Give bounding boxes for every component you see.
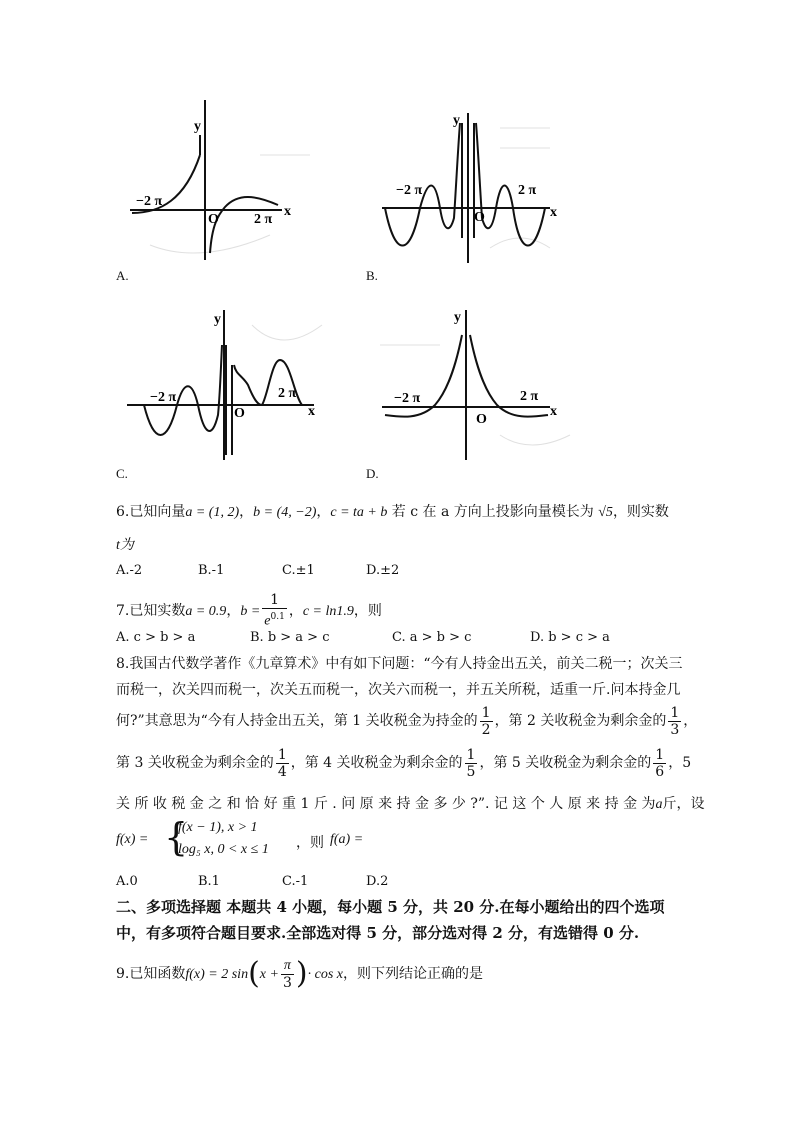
q8-option-a: A.0 xyxy=(116,874,138,889)
q6-condition: 若 c 在 a 方向上投影向量模长为 xyxy=(387,504,599,520)
q8-line4b: ，第 4 关收税金为剩余金的 xyxy=(290,755,463,771)
q6-option-b: B.-1 xyxy=(198,563,225,578)
left-tick-label: −2 π xyxy=(396,183,423,198)
graph-option-a xyxy=(120,95,320,265)
section-2-title-line-1: 二、多项选择题 本题共 4 小题，每小题 5 分，共 20 分.在每小题给出的四个选项 xyxy=(116,898,665,916)
origin-label: O xyxy=(476,412,487,427)
q8-case-1: f(x − 1), x > 1 xyxy=(178,820,258,835)
q8-func-lhs: f(x) = xyxy=(116,832,149,847)
q7-option-b: B. b > a > c xyxy=(250,630,330,645)
brace-icon: { xyxy=(164,815,189,859)
x-label: x xyxy=(550,205,557,220)
paren-open-icon: ( xyxy=(248,956,260,991)
question-8-line-3: 何?”其意思为“今有人持金出五关，第 1 关收税金为持金的 $\frac{1}{2}$ ，第 2 关收税金为剩余金的 $\frac{1}{3}$ ， xyxy=(116,704,698,738)
question-7-line xyxy=(116,592,382,630)
graph-d-letter: D. xyxy=(366,466,379,481)
q7-b-num: 1 xyxy=(262,592,287,609)
origin-label: O xyxy=(474,210,485,225)
x-label: x xyxy=(284,204,291,219)
graph-option-c xyxy=(122,305,342,465)
num: 1 xyxy=(466,746,476,763)
question-8-line-5 xyxy=(116,794,705,815)
curve-right xyxy=(470,335,548,417)
q6-option-d: D.±2 xyxy=(366,563,400,578)
q6-intro: 6.已知向量 xyxy=(116,504,186,520)
q8-func-ask: f(a) = xyxy=(330,832,364,847)
den: 4 xyxy=(277,763,287,780)
section-2-title-line-2: 中，有多项符合题目要求.全部选对得 5 分，部分选对得 2 分，有选错得 0 分. xyxy=(116,924,640,942)
graph-a-svg xyxy=(120,95,320,265)
fraction-1-5 xyxy=(465,747,478,780)
q9-tail: ，则下列结论正确的是 xyxy=(343,966,483,982)
q7-b-den: e xyxy=(264,613,271,629)
origin-label: O xyxy=(208,212,219,227)
question-8-line-2: 而税一，次关四而税一，次关五而税一，次关六而税一，并五关所税，适重一斤.问本持金几 xyxy=(116,682,681,698)
q6-sep: ， xyxy=(239,504,254,520)
y-label: y xyxy=(453,113,460,128)
y-label: y xyxy=(194,119,201,134)
num: 1 xyxy=(277,746,287,763)
q8-case-2: log₅ x, 0 < x ≤ 1 xyxy=(178,842,269,857)
q8-line4c: ，第 5 关收税金为剩余金的 xyxy=(479,755,652,771)
den: 3 xyxy=(670,721,680,738)
origin-label: O xyxy=(234,406,245,421)
graph-d-svg xyxy=(380,305,580,465)
q8-line3a: 何?”其意思为“今有人持金出五关，第 1 关收税金为持金的 xyxy=(116,713,478,729)
fraction-1-3 xyxy=(668,705,681,738)
q7-sep: ， xyxy=(288,602,303,619)
fraction-pi-3 xyxy=(281,958,294,991)
graph-c-letter: C. xyxy=(116,466,128,481)
question-9-line xyxy=(116,954,483,995)
graph-option-b xyxy=(380,108,580,268)
fraction-1-2 xyxy=(480,705,493,738)
q6-vector-b: b = (4, −2) xyxy=(253,505,317,520)
q6-option-c: C.±1 xyxy=(282,563,315,578)
q7-c: c = ln1.9 xyxy=(302,603,354,619)
q7-intro: 7.已知实数 xyxy=(116,602,186,619)
q8-line3b: ，第 2 关收税金为剩余金的 xyxy=(494,713,667,729)
right-tick-label: 2 π xyxy=(520,389,539,404)
graph-option-d xyxy=(380,305,580,465)
right-tick-label: 2 π xyxy=(254,212,273,227)
q8-func-tail: ，则 xyxy=(296,835,324,851)
y-label: y xyxy=(454,310,461,325)
q6-sqrt5: √5 xyxy=(598,505,613,520)
q8-line4d: ，5 xyxy=(668,755,692,771)
num: π xyxy=(281,958,294,975)
graph-c-svg xyxy=(122,305,342,465)
q7-tail: ，则 xyxy=(353,602,382,619)
num: 1 xyxy=(481,704,491,721)
q6-sep: ， xyxy=(316,504,331,520)
q8-option-b: B.1 xyxy=(198,874,220,889)
graph-b-svg xyxy=(380,108,580,268)
graph-b-letter: B. xyxy=(366,268,378,283)
right-tick-label: 2 π xyxy=(278,386,297,401)
q8-line4a: 第 3 关收税金为剩余金的 xyxy=(116,755,274,771)
q8-line5-tail: 斤，设 xyxy=(662,796,705,812)
q7-option-c: C. a > b > c xyxy=(392,630,472,645)
den: 5 xyxy=(466,763,476,780)
question-8-line-4 xyxy=(116,746,691,780)
q9-inner: x + xyxy=(259,967,279,982)
q7-b-exp: 0.1 xyxy=(270,612,285,622)
den: 2 xyxy=(481,721,491,738)
q7-a: a = 0.9 xyxy=(185,603,227,619)
left-tick-label: −2 π xyxy=(136,194,163,209)
q7-b-lhs: b = xyxy=(240,603,261,619)
num: 1 xyxy=(670,704,680,721)
num: 1 xyxy=(655,746,665,763)
q9-rest: · cos x xyxy=(307,967,343,982)
q7-option-a: A. c > b > a xyxy=(116,630,196,645)
q9-intro: 9.已知函数 xyxy=(116,966,186,982)
graph-a-letter: A. xyxy=(116,268,129,283)
question-6-line-2: t为 xyxy=(116,538,134,553)
q6-option-a: A.-2 xyxy=(116,563,143,578)
right-tick-label: 2 π xyxy=(518,183,537,198)
q6-vector-c: c = ta + b xyxy=(330,505,388,520)
den: 6 xyxy=(655,763,665,780)
left-tick-label: −2 π xyxy=(394,391,421,406)
fraction-1-6 xyxy=(653,747,666,780)
x-label: x xyxy=(550,404,557,419)
den: 3 xyxy=(282,974,292,991)
q8-var-a: a xyxy=(655,797,663,812)
q8-option-d: D.2 xyxy=(366,874,389,889)
question-6-line-1 xyxy=(116,502,669,523)
q7-b-fraction xyxy=(262,592,287,630)
q7-option-d: D. b > c > a xyxy=(530,630,610,645)
q6-vector-a: a = (1, 2) xyxy=(185,505,240,520)
fraction-1-4 xyxy=(276,747,289,780)
x-label: x xyxy=(308,404,315,419)
q9-lhs: f(x) = 2 sin xyxy=(185,967,249,982)
q7-sep: ， xyxy=(226,602,241,619)
question-8-line-1: 8.我国古代数学著作《九章算术》中有如下问题：“今有人持金出五关，前关二税一；次关三 xyxy=(116,656,683,672)
y-label: y xyxy=(214,312,221,327)
q6-tail: ，则实数 xyxy=(612,504,669,520)
q8-option-c: C.-1 xyxy=(282,874,309,889)
left-tick-label: −2 π xyxy=(150,390,177,405)
q8-line5: 关 所 收 税 金 之 和 恰 好 重 1 斤 . 问 原 来 持 金 多 少 ?”. 记 这 个 人 原 来 持 金 为 xyxy=(116,796,656,812)
paren-close-icon: ) xyxy=(295,956,308,991)
